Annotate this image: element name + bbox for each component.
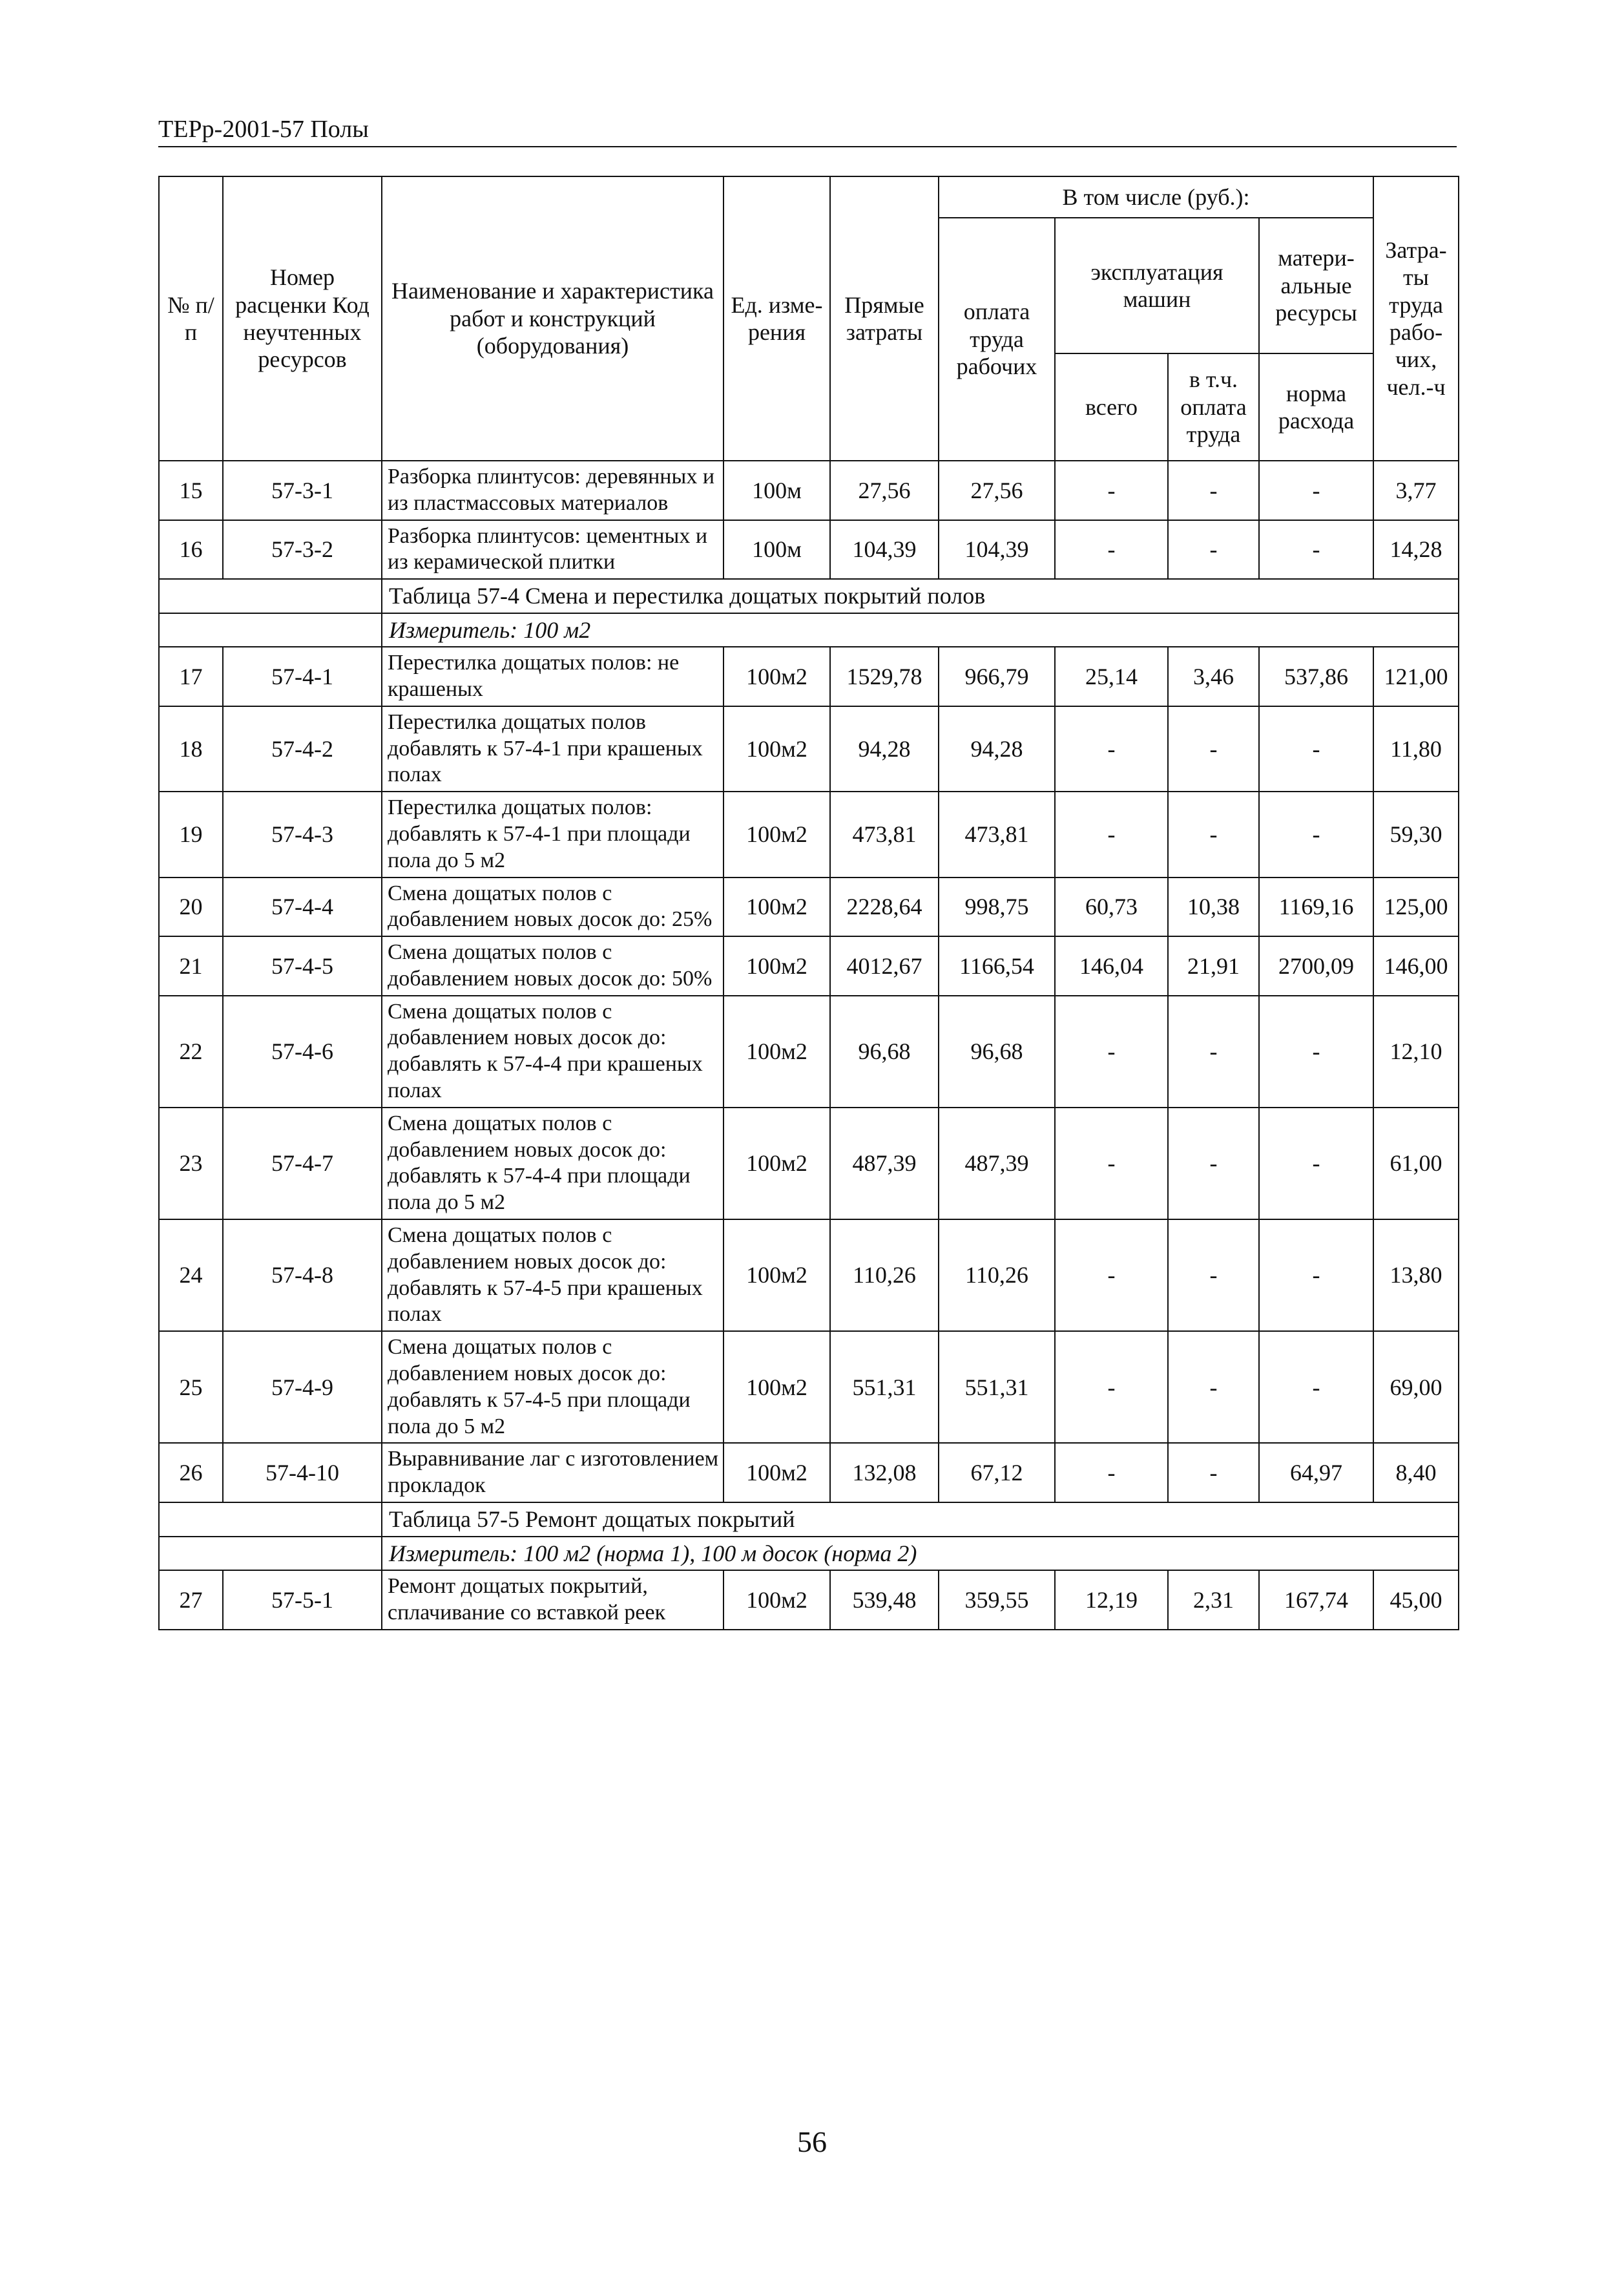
- col-direct-header: Прямые затраты: [830, 176, 939, 461]
- row-unit: 100м2: [724, 1108, 830, 1219]
- row-direct-cost: 110,26: [830, 1219, 939, 1331]
- table-row: [159, 1570, 1459, 1630]
- row-code: 57-4-2: [223, 706, 382, 792]
- section-title-row: [159, 1502, 1459, 1536]
- section-title: Таблица 57-5 Ремонт дощатых покрытий: [382, 1502, 1459, 1536]
- row-labor-pay: 96,68: [939, 996, 1055, 1108]
- row-code: 57-4-8: [223, 1219, 382, 1331]
- row-materials: -: [1259, 706, 1373, 792]
- meter-row: [159, 613, 1459, 647]
- meter-spacer: [159, 1537, 382, 1570]
- col-machines-labor-header: в т.ч. оплата труда: [1168, 353, 1259, 461]
- row-materials: -: [1259, 1108, 1373, 1219]
- row-materials: 537,86: [1259, 647, 1373, 706]
- row-labor-pay: 359,55: [939, 1570, 1055, 1630]
- table-row: [159, 461, 1459, 520]
- running-header: ТЕРр-2001-57 Полы: [158, 116, 369, 143]
- row-code: 57-4-6: [223, 996, 382, 1108]
- row-unit: 100м: [724, 461, 830, 520]
- row-labor-hours: 45,00: [1373, 1570, 1459, 1630]
- row-machines-labor: 21,91: [1168, 936, 1259, 996]
- row-name: Смена дощатых полов с добавлением новых досок до: добавлять к 57-4-5 при площади пола до 5 м2: [382, 1331, 724, 1443]
- row-num: 22: [159, 996, 223, 1108]
- row-machines-labor: 10,38: [1168, 878, 1259, 937]
- row-direct-cost: 94,28: [830, 706, 939, 792]
- row-code: 57-4-3: [223, 792, 382, 877]
- row-unit: 100м2: [724, 936, 830, 996]
- row-num: 24: [159, 1219, 223, 1331]
- section-spacer: [159, 579, 382, 613]
- row-machines-labor: 2,31: [1168, 1570, 1259, 1630]
- row-labor-pay: 110,26: [939, 1219, 1055, 1331]
- row-direct-cost: 27,56: [830, 461, 939, 520]
- col-unit-header: Ед. изме-рения: [724, 176, 830, 461]
- row-labor-hours: 11,80: [1373, 706, 1459, 792]
- row-name: Перестилка дощатых полов добавлять к 57-4-1 при крашеных полах: [382, 706, 724, 792]
- table-row: [159, 1443, 1459, 1502]
- row-materials: 167,74: [1259, 1570, 1373, 1630]
- row-labor-pay: 1166,54: [939, 936, 1055, 996]
- row-name: Разборка плинтусов: цементных и из керамической плитки: [382, 520, 724, 580]
- section-meter: Измеритель: 100 м2 (норма 1), 100 м досок (норма 2): [382, 1537, 1459, 1570]
- row-num: 16: [159, 520, 223, 580]
- row-labor-pay: 998,75: [939, 878, 1055, 937]
- row-machines-total: -: [1055, 996, 1168, 1108]
- col-labor-hours-header: Затра-ты труда рабо-чих, чел.-ч: [1373, 176, 1459, 461]
- row-materials: -: [1259, 996, 1373, 1108]
- section-title: Таблица 57-4 Смена и перестилка дощатых покрытий полов: [382, 579, 1459, 613]
- row-direct-cost: 4012,67: [830, 936, 939, 996]
- table-row: [159, 1219, 1459, 1331]
- row-machines-labor: -: [1168, 1219, 1259, 1331]
- table-row: [159, 1331, 1459, 1443]
- row-labor-hours: 14,28: [1373, 520, 1459, 580]
- meter-row: [159, 1537, 1459, 1570]
- table-body: [159, 461, 1459, 1630]
- table-row: [159, 996, 1459, 1108]
- row-unit: 100м2: [724, 792, 830, 877]
- col-num-header: № п/п: [159, 176, 223, 461]
- row-labor-hours: 146,00: [1373, 936, 1459, 996]
- row-unit: 100м2: [724, 878, 830, 937]
- row-machines-labor: -: [1168, 1331, 1259, 1443]
- col-name-header: Наименование и характеристика работ и конструкций (оборудования): [382, 176, 724, 461]
- row-materials: 1169,16: [1259, 878, 1373, 937]
- row-materials: -: [1259, 1219, 1373, 1331]
- row-code: 57-4-10: [223, 1443, 382, 1502]
- row-materials: -: [1259, 461, 1373, 520]
- row-name: Перестилка дощатых полов: не крашеных: [382, 647, 724, 706]
- row-labor-hours: 59,30: [1373, 792, 1459, 877]
- table-row: [159, 936, 1459, 996]
- row-name: Разборка плинтусов: деревянных и из пластмассовых материалов: [382, 461, 724, 520]
- row-unit: 100м2: [724, 996, 830, 1108]
- row-num: 27: [159, 1570, 223, 1630]
- row-num: 21: [159, 936, 223, 996]
- row-unit: 100м: [724, 520, 830, 580]
- row-labor-pay: 104,39: [939, 520, 1055, 580]
- row-code: 57-4-1: [223, 647, 382, 706]
- row-machines-labor: -: [1168, 792, 1259, 877]
- row-labor-hours: 121,00: [1373, 647, 1459, 706]
- row-direct-cost: 104,39: [830, 520, 939, 580]
- rates-table: [158, 176, 1459, 1630]
- row-machines-total: -: [1055, 1443, 1168, 1502]
- row-code: 57-4-4: [223, 878, 382, 937]
- table-header: [159, 176, 1459, 461]
- row-machines-total: -: [1055, 1108, 1168, 1219]
- row-labor-pay: 27,56: [939, 461, 1055, 520]
- section-title-row: [159, 579, 1459, 613]
- row-machines-labor: -: [1168, 1108, 1259, 1219]
- row-labor-pay: 473,81: [939, 792, 1055, 877]
- row-num: 15: [159, 461, 223, 520]
- row-direct-cost: 487,39: [830, 1108, 939, 1219]
- row-direct-cost: 539,48: [830, 1570, 939, 1630]
- incl-group-header: В том числе (руб.):: [939, 176, 1373, 218]
- row-unit: 100м2: [724, 706, 830, 792]
- row-unit: 100м2: [724, 1331, 830, 1443]
- meter-spacer: [159, 613, 382, 647]
- table-row: [159, 792, 1459, 877]
- row-labor-pay: 67,12: [939, 1443, 1055, 1502]
- row-code: 57-3-1: [223, 461, 382, 520]
- row-labor-pay: 966,79: [939, 647, 1055, 706]
- row-machines-labor: -: [1168, 1443, 1259, 1502]
- row-name: Смена дощатых полов с добавлением новых досок до: 50%: [382, 936, 724, 996]
- row-machines-total: -: [1055, 1219, 1168, 1331]
- row-materials: -: [1259, 1331, 1373, 1443]
- row-code: 57-5-1: [223, 1570, 382, 1630]
- section-meter: Измеритель: 100 м2: [382, 613, 1459, 647]
- row-labor-pay: 94,28: [939, 706, 1055, 792]
- table-row: [159, 706, 1459, 792]
- row-code: 57-3-2: [223, 520, 382, 580]
- row-code: 57-4-9: [223, 1331, 382, 1443]
- row-machines-total: 25,14: [1055, 647, 1168, 706]
- row-machines-total: -: [1055, 461, 1168, 520]
- table-row: [159, 647, 1459, 706]
- row-labor-hours: 3,77: [1373, 461, 1459, 520]
- col-materials-norm-header: норма расхода: [1259, 353, 1373, 461]
- row-num: 23: [159, 1108, 223, 1219]
- row-num: 17: [159, 647, 223, 706]
- row-direct-cost: 1529,78: [830, 647, 939, 706]
- row-labor-hours: 69,00: [1373, 1331, 1459, 1443]
- table-row: [159, 878, 1459, 937]
- col-machines-total-header: всего: [1055, 353, 1168, 461]
- row-machines-total: -: [1055, 520, 1168, 580]
- row-materials: 2700,09: [1259, 936, 1373, 996]
- row-num: 18: [159, 706, 223, 792]
- row-machines-total: -: [1055, 792, 1168, 877]
- row-machines-total: 12,19: [1055, 1570, 1168, 1630]
- row-machines-total: -: [1055, 1331, 1168, 1443]
- row-machines-total: -: [1055, 706, 1168, 792]
- row-unit: 100м2: [724, 1443, 830, 1502]
- row-machines-labor: -: [1168, 996, 1259, 1108]
- row-name: Перестилка дощатых полов: добавлять к 57-4-1 при площади пола до 5 м2: [382, 792, 724, 877]
- row-name: Выравнивание лаг с изготовлением прокладок: [382, 1443, 724, 1502]
- row-num: 25: [159, 1331, 223, 1443]
- row-materials: 64,97: [1259, 1443, 1373, 1502]
- row-labor-pay: 551,31: [939, 1331, 1055, 1443]
- row-machines-labor: -: [1168, 520, 1259, 580]
- row-name: Смена дощатых полов с добавлением новых досок до: добавлять к 57-4-4 при крашеных полах: [382, 996, 724, 1108]
- row-labor-hours: 13,80: [1373, 1219, 1459, 1331]
- row-materials: -: [1259, 520, 1373, 580]
- table-row: [159, 1108, 1459, 1219]
- row-name: Смена дощатых полов с добавлением новых досок до: 25%: [382, 878, 724, 937]
- section-spacer: [159, 1502, 382, 1536]
- row-name: Ремонт дощатых покрытий, сплачивание со вставкой реек: [382, 1570, 724, 1630]
- row-unit: 100м2: [724, 647, 830, 706]
- row-labor-hours: 61,00: [1373, 1108, 1459, 1219]
- row-num: 26: [159, 1443, 223, 1502]
- row-direct-cost: 551,31: [830, 1331, 939, 1443]
- header-rule: [158, 146, 1457, 147]
- machines-group-header: эксплуатация машин: [1055, 218, 1259, 353]
- row-machines-labor: -: [1168, 461, 1259, 520]
- row-direct-cost: 473,81: [830, 792, 939, 877]
- row-labor-pay: 487,39: [939, 1108, 1055, 1219]
- row-machines-total: 146,04: [1055, 936, 1168, 996]
- row-name: Смена дощатых полов с добавлением новых досок до: добавлять к 57-4-4 при площади пола до 5 м2: [382, 1108, 724, 1219]
- row-labor-hours: 12,10: [1373, 996, 1459, 1108]
- row-machines-labor: -: [1168, 706, 1259, 792]
- row-direct-cost: 132,08: [830, 1443, 939, 1502]
- table-row: [159, 520, 1459, 580]
- row-machines-labor: 3,46: [1168, 647, 1259, 706]
- row-num: 20: [159, 878, 223, 937]
- row-code: 57-4-5: [223, 936, 382, 996]
- row-direct-cost: 96,68: [830, 996, 939, 1108]
- row-code: 57-4-7: [223, 1108, 382, 1219]
- row-unit: 100м2: [724, 1219, 830, 1331]
- row-labor-hours: 125,00: [1373, 878, 1459, 937]
- row-labor-hours: 8,40: [1373, 1443, 1459, 1502]
- row-num: 19: [159, 792, 223, 877]
- page-number: 56: [797, 2125, 827, 2158]
- row-direct-cost: 2228,64: [830, 878, 939, 937]
- materials-group-header: матери-альные ресурсы: [1259, 218, 1373, 353]
- col-labor-pay-header: оплата труда рабочих: [939, 218, 1055, 461]
- row-name: Смена дощатых полов с добавлением новых досок до: добавлять к 57-4-5 при крашеных полах: [382, 1219, 724, 1331]
- row-unit: 100м2: [724, 1570, 830, 1630]
- col-code-header: Номер расценки Код неучтенных ресурсов: [223, 176, 382, 461]
- row-machines-total: 60,73: [1055, 878, 1168, 937]
- row-materials: -: [1259, 792, 1373, 877]
